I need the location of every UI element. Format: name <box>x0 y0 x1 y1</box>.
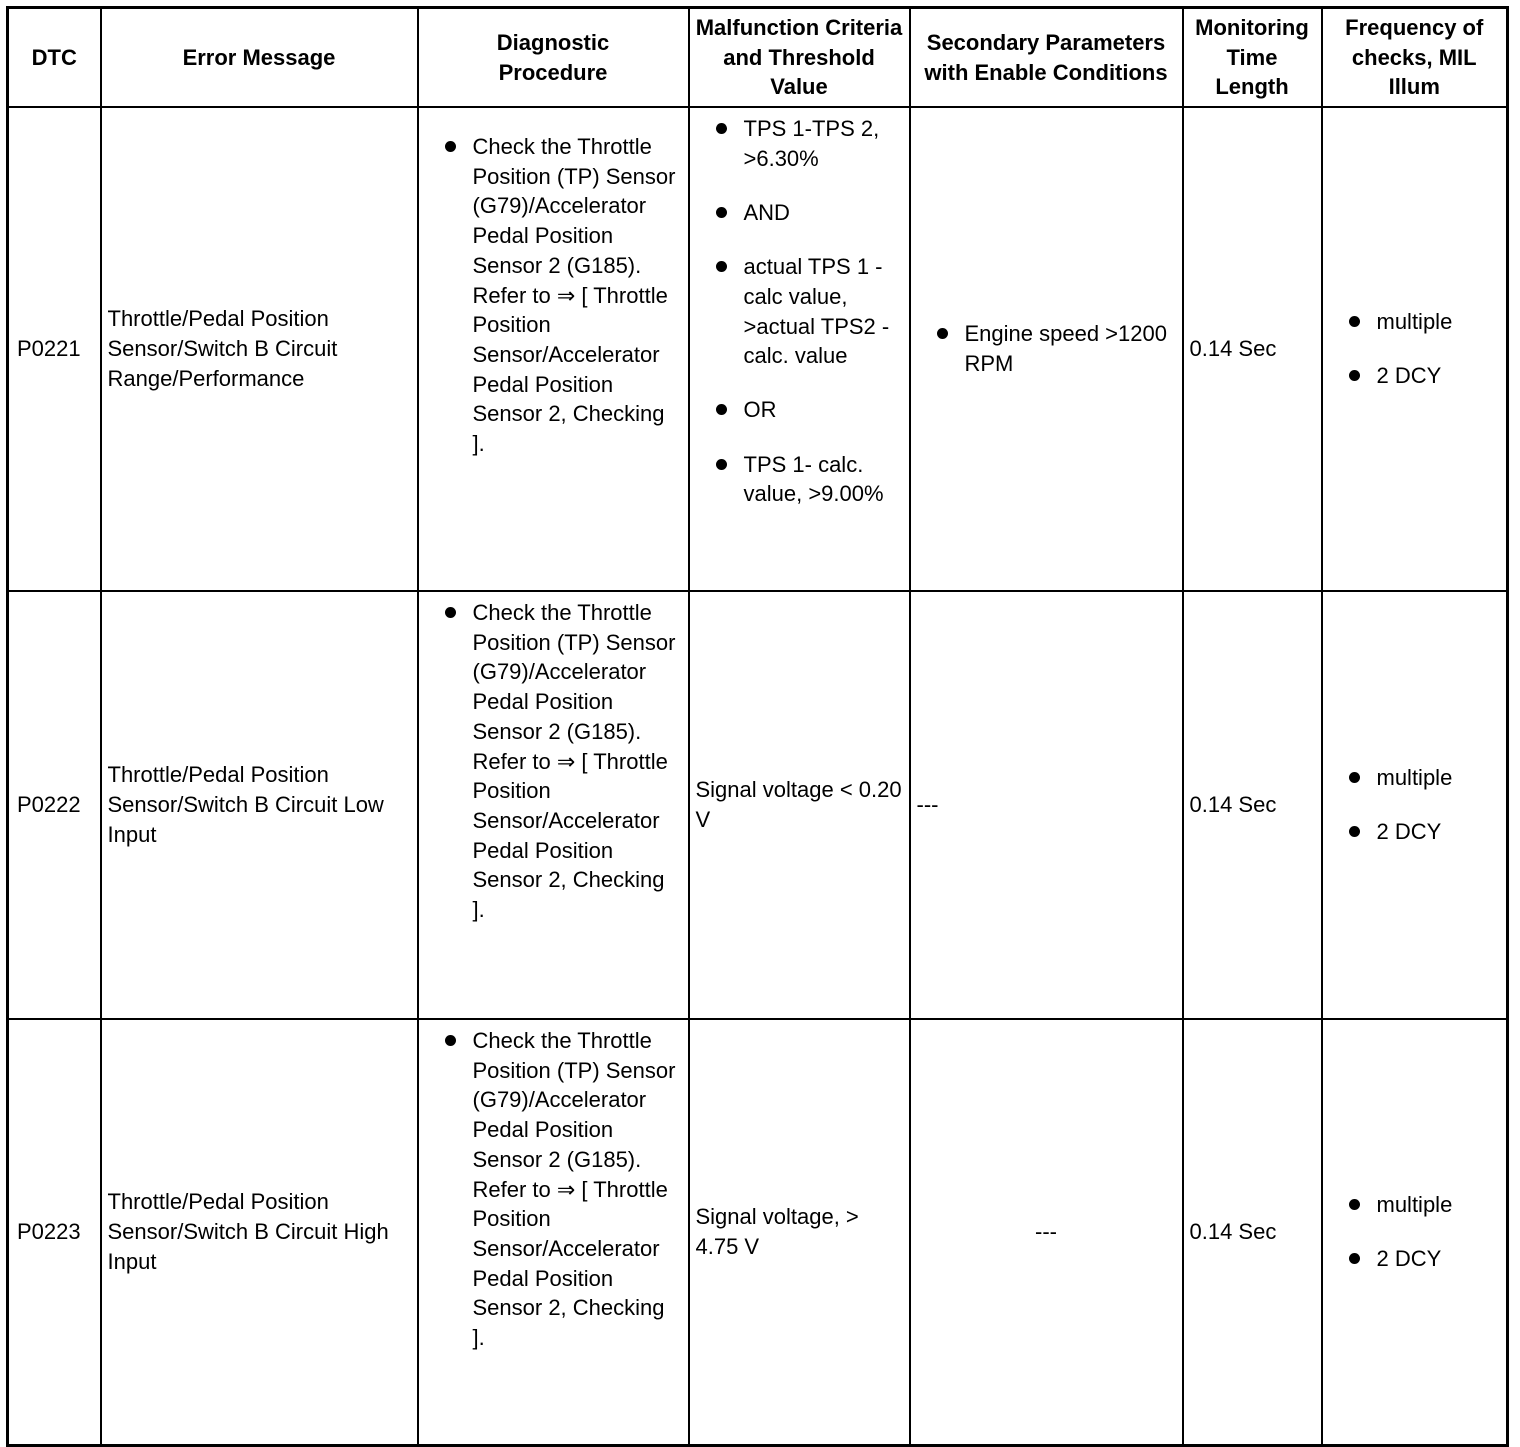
frequency-item: multiple <box>1329 1190 1501 1220</box>
diagnostic-procedure <box>418 591 689 1019</box>
malfunction-criteria: Signal voltage, > 4.75 V <box>689 1019 910 1446</box>
table-row <box>8 591 1508 1019</box>
header-frequency: Frequency of checks, MIL Illum <box>1322 8 1508 108</box>
criteria-item: TPS 1-TPS 2, >6.30% <box>696 114 903 173</box>
frequency <box>1322 107 1508 591</box>
header-monitoring-time: Monitoring Time Length <box>1183 8 1322 108</box>
table-row <box>8 107 1508 591</box>
frequency-item: 2 DCY <box>1329 817 1501 847</box>
dtc-code: P0223 <box>8 1019 101 1446</box>
criteria-item: OR <box>696 395 903 425</box>
dtc-table-wrapper <box>6 6 1509 1447</box>
criteria-item: TPS 1- calc. value, >9.00% <box>696 450 903 509</box>
table-row <box>8 1019 1508 1446</box>
secondary-parameters: --- <box>910 591 1183 1019</box>
diagnostic-procedure <box>418 107 689 591</box>
frequency-item: 2 DCY <box>1329 361 1501 391</box>
malfunction-criteria <box>689 107 910 591</box>
header-error-message: Error Message <box>101 8 418 108</box>
criteria-item: AND <box>696 198 903 228</box>
frequency <box>1322 591 1508 1019</box>
secondary-parameters <box>910 107 1183 591</box>
secondary-item: Engine speed >1200 RPM <box>917 319 1176 378</box>
diagnostic-step: Check the Throttle Position (TP) Sensor (G79)/Accelerator Pedal Position Sensor 2 (G185). Refer to ⇒ [ Throttle Position Sensor/Accelerator Pedal Position Sensor 2, Checking ]. <box>425 598 682 925</box>
error-message: Throttle/Pedal Position Sensor/Switch B Circuit Low Input <box>101 591 418 1019</box>
error-message: Throttle/Pedal Position Sensor/Switch B Circuit Range/Performance <box>101 107 418 591</box>
diagnostic-procedure <box>418 1019 689 1446</box>
frequency-item: multiple <box>1329 763 1501 793</box>
frequency-item: 2 DCY <box>1329 1244 1501 1274</box>
criteria-item: actual TPS 1 - calc value, >actual TPS2 -calc. value <box>696 252 903 371</box>
header-malfunction-criteria: Malfunction Criteria and Threshold Value <box>689 8 910 108</box>
header-row <box>8 8 1508 108</box>
frequency <box>1322 1019 1508 1446</box>
dtc-table <box>6 6 1509 1447</box>
header-secondary-parameters: Secondary Parameters with Enable Conditions <box>910 8 1183 108</box>
header-dtc: DTC <box>8 8 101 108</box>
dtc-code: P0221 <box>8 107 101 591</box>
diagnostic-step: Check the Throttle Position (TP) Sensor (G79)/Accelerator Pedal Position Sensor 2 (G185). Refer to ⇒ [ Throttle Position Sensor/Accelerator Pedal Position Sensor 2, Checking ]. <box>425 132 682 459</box>
diagnostic-step: Check the Throttle Position (TP) Sensor (G79)/Accelerator Pedal Position Sensor 2 (G185). Refer to ⇒ [ Throttle Position Sensor/Accelerator Pedal Position Sensor 2, Checking ]. <box>425 1026 682 1353</box>
monitoring-time: 0.14 Sec <box>1183 1019 1322 1446</box>
frequency-item: multiple <box>1329 307 1501 337</box>
secondary-parameters: --- <box>910 1019 1183 1446</box>
dtc-code: P0222 <box>8 591 101 1019</box>
monitoring-time: 0.14 Sec <box>1183 591 1322 1019</box>
error-message: Throttle/Pedal Position Sensor/Switch B Circuit High Input <box>101 1019 418 1446</box>
header-diagnostic-procedure: Diagnostic Procedure <box>418 8 689 108</box>
malfunction-criteria: Signal voltage < 0.20 V <box>689 591 910 1019</box>
monitoring-time: 0.14 Sec <box>1183 107 1322 591</box>
